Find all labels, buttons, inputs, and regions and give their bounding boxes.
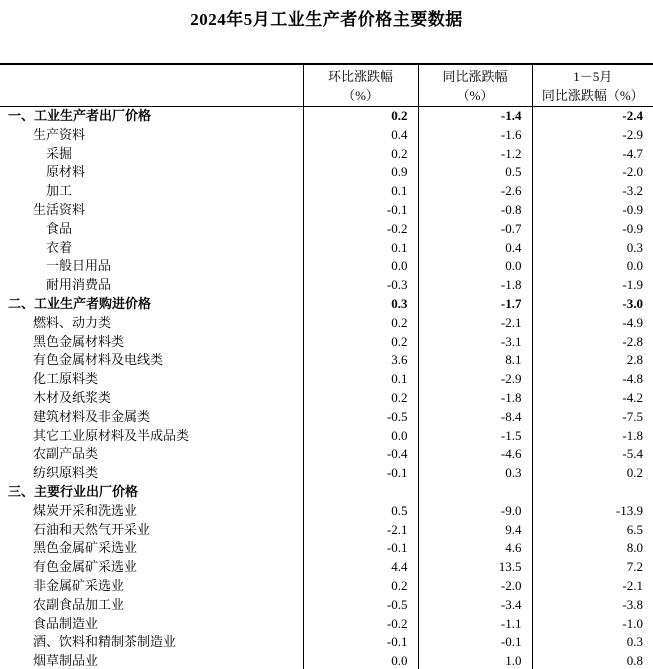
column-header-ytd-line1: 1－5月 bbox=[573, 68, 613, 84]
value-mom: -0.3 bbox=[303, 276, 418, 295]
value-mom: -0.5 bbox=[303, 596, 418, 615]
table-row bbox=[0, 126, 653, 145]
row-label: 木材及纸浆类 bbox=[33, 389, 112, 405]
column-header-mom-line1: 环比涨跌幅 bbox=[327, 68, 393, 84]
value-ytd: -3.8 bbox=[532, 596, 653, 615]
row-label: 纺织原料类 bbox=[33, 465, 99, 481]
value-ytd: -3.2 bbox=[532, 182, 653, 201]
value-mom: 0.2 bbox=[303, 145, 418, 164]
table-header bbox=[0, 64, 653, 107]
value-mom: 4.4 bbox=[303, 558, 418, 577]
value-yoy: -0.1 bbox=[418, 633, 532, 652]
value-mom: -0.1 bbox=[303, 633, 418, 652]
table-row bbox=[0, 239, 653, 258]
value-yoy: 4.6 bbox=[418, 539, 532, 558]
value-yoy: 1.0 bbox=[418, 652, 532, 669]
value-yoy: -3.4 bbox=[418, 596, 532, 615]
value-ytd: -0.9 bbox=[532, 220, 653, 239]
value-mom: 0.1 bbox=[303, 370, 418, 389]
row-label: 农副产品类 bbox=[33, 446, 99, 462]
row-label: 非金属矿采选业 bbox=[33, 577, 125, 593]
value-ytd: -4.8 bbox=[532, 370, 653, 389]
table-row bbox=[0, 577, 653, 596]
value-ytd: 0.2 bbox=[532, 464, 653, 483]
row-label: 酒、饮料和精制茶制造业 bbox=[33, 634, 177, 650]
value-ytd: -1.8 bbox=[532, 427, 653, 446]
value-ytd: 8.0 bbox=[532, 539, 653, 558]
column-header-yoy bbox=[418, 64, 532, 107]
table-row bbox=[0, 314, 653, 333]
value-yoy: 13.5 bbox=[418, 558, 532, 577]
value-yoy: 0.0 bbox=[418, 257, 532, 276]
value-mom: -0.4 bbox=[303, 445, 418, 464]
table-row bbox=[0, 163, 653, 182]
table-row bbox=[0, 652, 653, 669]
table-row bbox=[0, 370, 653, 389]
value-ytd: -1.9 bbox=[532, 276, 653, 295]
table-row bbox=[0, 201, 653, 220]
value-ytd: -4.7 bbox=[532, 145, 653, 164]
value-mom: 0.2 bbox=[303, 314, 418, 333]
value-yoy: 9.4 bbox=[418, 521, 532, 540]
value-yoy: -9.0 bbox=[418, 502, 532, 521]
row-label: 石油和天然气开采业 bbox=[33, 521, 151, 537]
value-yoy: -1.8 bbox=[418, 389, 532, 408]
row-label: 建筑材料及非金属类 bbox=[33, 408, 151, 424]
value-yoy: -0.7 bbox=[418, 220, 532, 239]
value-yoy: -3.1 bbox=[418, 333, 532, 352]
table-row bbox=[0, 445, 653, 464]
row-label: 加工 bbox=[46, 183, 73, 199]
value-yoy: 0.5 bbox=[418, 163, 532, 182]
value-mom: -0.1 bbox=[303, 464, 418, 483]
value-mom: 0.2 bbox=[303, 107, 418, 126]
value-mom: 0.0 bbox=[303, 652, 418, 669]
table-row bbox=[0, 408, 653, 427]
value-ytd: 6.5 bbox=[532, 521, 653, 540]
column-header-ytd bbox=[532, 64, 653, 107]
value-ytd: -2.4 bbox=[532, 107, 653, 126]
row-label: 煤炭开采和洗选业 bbox=[33, 502, 138, 518]
row-label: 烟草制品业 bbox=[33, 653, 99, 669]
value-ytd: -4.9 bbox=[532, 314, 653, 333]
table-row bbox=[0, 220, 653, 239]
value-ytd: -3.0 bbox=[532, 295, 653, 314]
value-yoy: -4.6 bbox=[418, 445, 532, 464]
column-header-yoy-line1: 同比涨跌幅 bbox=[442, 68, 508, 84]
value-ytd: -2.8 bbox=[532, 333, 653, 352]
row-label: 化工原料类 bbox=[33, 371, 99, 387]
value-mom: 0.2 bbox=[303, 577, 418, 596]
value-ytd: 0.0 bbox=[532, 257, 653, 276]
row-label: 采掘 bbox=[46, 145, 73, 161]
table-row bbox=[0, 257, 653, 276]
value-mom bbox=[303, 483, 418, 502]
value-ytd: -13.9 bbox=[532, 502, 653, 521]
table-row bbox=[0, 483, 653, 502]
column-header-ytd-line2: 同比涨跌幅（%） bbox=[541, 87, 644, 103]
value-mom: 0.1 bbox=[303, 239, 418, 258]
value-mom: -0.1 bbox=[303, 539, 418, 558]
row-label: 其它工业原材料及半成品类 bbox=[33, 427, 190, 443]
value-mom: 3.6 bbox=[303, 351, 418, 370]
value-ytd: -7.5 bbox=[532, 408, 653, 427]
value-ytd: -5.4 bbox=[532, 445, 653, 464]
value-yoy: -2.9 bbox=[418, 370, 532, 389]
value-mom: -0.1 bbox=[303, 201, 418, 220]
value-yoy: -1.2 bbox=[418, 145, 532, 164]
row-label: 原材料 bbox=[46, 164, 86, 180]
value-mom: -0.2 bbox=[303, 220, 418, 239]
page-title: 2024年5月工业生产者价格主要数据 bbox=[190, 10, 463, 29]
value-mom: 0.2 bbox=[303, 333, 418, 352]
value-ytd: -2.0 bbox=[532, 163, 653, 182]
row-label: 农副食品加工业 bbox=[33, 596, 125, 612]
value-ytd: -4.2 bbox=[532, 389, 653, 408]
column-header-yoy-line2: （%） bbox=[456, 87, 494, 103]
value-yoy: -2.0 bbox=[418, 577, 532, 596]
value-ytd: 0.3 bbox=[532, 239, 653, 258]
row-label: 生活资料 bbox=[33, 201, 86, 217]
value-mom: 0.4 bbox=[303, 126, 418, 145]
row-label: 耐用消费品 bbox=[46, 277, 112, 293]
table-row bbox=[0, 107, 653, 126]
value-ytd: -1.0 bbox=[532, 615, 653, 634]
value-yoy: 0.4 bbox=[418, 239, 532, 258]
row-label: 黑色金属材料类 bbox=[33, 333, 125, 349]
value-yoy: -1.6 bbox=[418, 126, 532, 145]
table-row bbox=[0, 182, 653, 201]
table-row bbox=[0, 615, 653, 634]
table-body bbox=[0, 107, 653, 669]
value-mom: 0.2 bbox=[303, 389, 418, 408]
row-label: 三、主要行业出厂价格 bbox=[8, 483, 139, 499]
value-yoy: -2.1 bbox=[418, 314, 532, 333]
value-ytd: 7.2 bbox=[532, 558, 653, 577]
row-label: 食品制造业 bbox=[33, 615, 99, 631]
value-yoy: -1.8 bbox=[418, 276, 532, 295]
value-mom: 0.0 bbox=[303, 427, 418, 446]
table-row bbox=[0, 633, 653, 652]
value-ytd: 0.8 bbox=[532, 652, 653, 669]
row-label: 有色金属矿采选业 bbox=[33, 559, 138, 575]
table-row bbox=[0, 596, 653, 615]
table-row bbox=[0, 502, 653, 521]
table-row bbox=[0, 145, 653, 164]
table-row bbox=[0, 464, 653, 483]
value-ytd: 2.8 bbox=[532, 351, 653, 370]
row-label: 有色金属材料及电线类 bbox=[33, 352, 164, 368]
value-ytd: -2.1 bbox=[532, 577, 653, 596]
table-row bbox=[0, 333, 653, 352]
value-ytd: -0.9 bbox=[532, 201, 653, 220]
value-mom: 0.9 bbox=[303, 163, 418, 182]
value-mom: -2.1 bbox=[303, 521, 418, 540]
column-header-mom-line2: （%） bbox=[342, 87, 379, 103]
value-yoy: 0.3 bbox=[418, 464, 532, 483]
column-header-blank bbox=[0, 64, 303, 107]
table-row bbox=[0, 558, 653, 577]
table-row bbox=[0, 539, 653, 558]
value-mom: -0.2 bbox=[303, 615, 418, 634]
row-label: 衣着 bbox=[46, 239, 73, 255]
table-row bbox=[0, 351, 653, 370]
table-row bbox=[0, 521, 653, 540]
value-yoy: 8.1 bbox=[418, 351, 532, 370]
row-label: 生产资料 bbox=[33, 126, 86, 142]
value-mom: -0.5 bbox=[303, 408, 418, 427]
value-yoy: -8.4 bbox=[418, 408, 532, 427]
value-yoy: -1.7 bbox=[418, 295, 532, 314]
value-yoy: -2.6 bbox=[418, 182, 532, 201]
value-yoy: -0.8 bbox=[418, 201, 532, 220]
table-row bbox=[0, 427, 653, 446]
row-label: 一般日用品 bbox=[46, 258, 112, 274]
table-row bbox=[0, 276, 653, 295]
row-label: 食品 bbox=[46, 220, 73, 236]
value-yoy bbox=[418, 483, 532, 502]
value-yoy: -1.4 bbox=[418, 107, 532, 126]
value-mom: 0.3 bbox=[303, 295, 418, 314]
value-ytd: -2.9 bbox=[532, 126, 653, 145]
row-label: 黑色金属矿采选业 bbox=[33, 540, 138, 556]
value-ytd bbox=[532, 483, 653, 502]
price-table bbox=[0, 63, 653, 669]
row-label: 一、工业生产者出厂价格 bbox=[8, 108, 152, 123]
header-row bbox=[0, 64, 653, 107]
row-label: 燃料、动力类 bbox=[33, 314, 112, 330]
table-row bbox=[0, 295, 653, 314]
value-yoy: -1.1 bbox=[418, 615, 532, 634]
column-header-mom bbox=[303, 64, 418, 107]
row-label: 二、工业生产者购进价格 bbox=[8, 295, 152, 311]
value-mom: 0.5 bbox=[303, 502, 418, 521]
value-yoy: -1.5 bbox=[418, 427, 532, 446]
table-row bbox=[0, 389, 653, 408]
value-ytd: 0.3 bbox=[532, 633, 653, 652]
value-mom: 0.1 bbox=[303, 182, 418, 201]
value-mom: 0.0 bbox=[303, 257, 418, 276]
